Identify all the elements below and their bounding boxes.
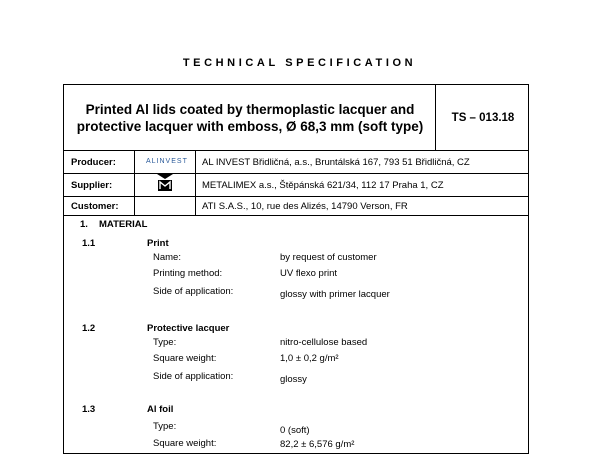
supplier-value: METALIMEX a.s., Štěpánská 621/34, 112 17 Praha 1, CZ (202, 180, 444, 191)
divider (195, 150, 196, 216)
title-line-1: Printed Al lids coated by thermoplastic lacquer and (85, 102, 415, 117)
subsection-title: Al foil (147, 404, 174, 415)
property-label: Type: (153, 337, 177, 348)
producer-value: AL INVEST Břidličná, a.s., Bruntálská 167, 793 51 Břidličná, CZ (202, 157, 470, 168)
spec-code: TS – 013.18 (451, 112, 515, 124)
property-value: 0 (soft) (280, 425, 310, 436)
customer-value: ATI S.A.S., 10, rue des Alizés, 14790 Verson, FR (202, 201, 408, 212)
divider (435, 85, 436, 151)
property-value: UV flexo print (280, 268, 338, 279)
property-label: Square weight: (153, 438, 217, 449)
document-title (64, 85, 436, 151)
subsection-title: Protective lacquer (147, 323, 230, 334)
property-value: nitro-cellulose based (280, 337, 368, 348)
metalimex-logo-icon (157, 174, 173, 191)
divider (134, 150, 135, 216)
section-title: MATERIAL (99, 219, 148, 230)
property-label: Side of application: (153, 286, 234, 297)
alinvest-logo: ALINVEST (146, 158, 188, 165)
section-number: 1. (80, 219, 88, 230)
property-value: 1,0 ± 0,2 g/m² (280, 353, 339, 364)
property-value: 82,2 ± 6,576 g/m² (280, 439, 355, 450)
supplier-label: Supplier: (71, 180, 113, 191)
property-label: Name: (153, 252, 181, 263)
property-label: Square weight: (153, 353, 217, 364)
property-label: Side of application: (153, 371, 234, 382)
title-line-2: protective lacquer with emboss, Ø 68,3 mm (soft type) (76, 119, 424, 134)
property-label: Type: (153, 421, 177, 432)
property-label: Printing method: (153, 268, 223, 279)
document-heading: TECHNICAL SPECIFICATION (182, 57, 417, 69)
subsection-number: 1.1 (82, 238, 96, 249)
property-value: glossy (280, 374, 307, 385)
property-value: glossy with primer lacquer (280, 289, 390, 300)
subsection-title: Print (147, 238, 169, 249)
specification-frame (63, 84, 529, 454)
subsection-number: 1.3 (82, 404, 96, 415)
customer-label: Customer: (71, 201, 119, 212)
producer-label: Producer: (71, 157, 116, 168)
subsection-number: 1.2 (82, 323, 96, 334)
property-value: by request of customer (280, 252, 377, 263)
